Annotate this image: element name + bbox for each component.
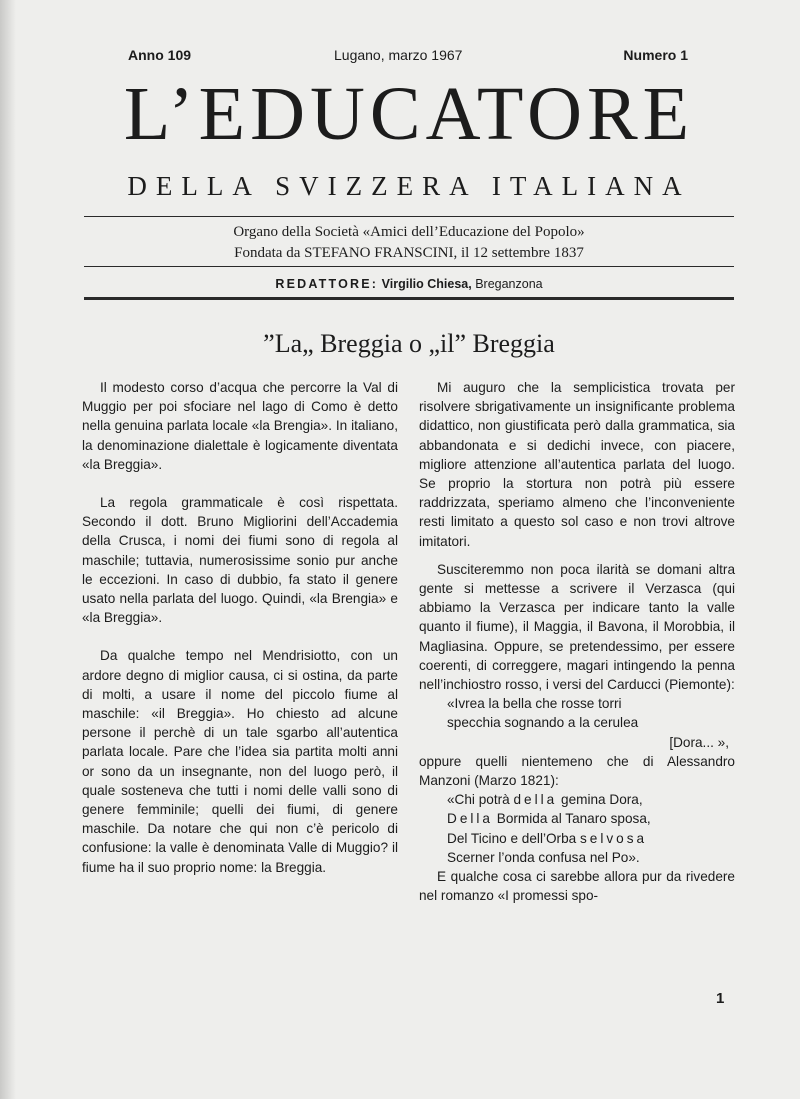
article-paragraph: Mi auguro che la semplicistica trovata per risolvere sbrigativamente un insignificante problema didattico, non giustificata però dalla grammatica, sia abbandonata e si dedichi invece, con piacere, migliore attenzione all’autentica parlata del luogo. Se proprio la stortura non potrà più essere raddrizzata, speriamo almeno che l’inconveniente resti limitato a questo sol caso e non trovi altrove imitatori. [419, 380, 735, 549]
organ-line: Organo della Società «Amici dell’Educazione del Popolo» [233, 224, 585, 240]
article-paragraph: oppure quelli nientemeno che di Alessandro Manzoni (Marzo 1821): [419, 753, 735, 789]
verse-line [419, 790, 735, 809]
article-paragraph: Il modesto corso d’acqua che percorre la Val di Muggio per poi sfociare nel lago di Como è detto nella genuina parlata locale «la Brengia». In italiano, la denominazione dialettale è logicamente diventata «la Breggia». [82, 380, 398, 472]
founder-line: Fondata da STEFANO FRANSCINI, il 12 settembre 1837 [234, 245, 584, 261]
verse-text: «Chi potrà [447, 792, 514, 808]
verse-spaced-text: Della [447, 811, 493, 827]
issue-place-date: Lugano, marzo 1967 [334, 47, 463, 63]
article-paragraph: Susciteremmo non poca ilarità se domani altra gente si mettesse a scrivere il Verzasca (qui abbiamo la Verzasca per indicare tanto la valle quanto il fiume), il Maggia, il Bavona, il Morobbia, il Magliasina. Oppure, se pretendessimo, per essere coerenti, di correggere, magari intingendo la penna nell’inchiostro rosso, i versi del Carducci (Piemonte): [419, 561, 735, 693]
verse-text: Bormida al Tanaro sposa, [492, 811, 651, 827]
article-paragraph: E qualche cosa ci sarebbe allora pur da rivedere nel romanzo «I promessi spo- [419, 869, 735, 904]
divider-bottom [84, 297, 734, 300]
verse-text: Del Ticino e dell’Orba [447, 830, 580, 846]
verse-line: [Dora... », [669, 734, 729, 750]
editor-name: Virgilio Chiesa, [381, 277, 472, 291]
page-edge-shadow [0, 0, 16, 1099]
verse-line: «Ivrea la bella che rosse torri [447, 696, 622, 712]
verse-line: Scerner l’onda confusa nel Po». [447, 849, 640, 865]
article-column-left [82, 378, 398, 877]
verse-spaced-text: della [513, 792, 558, 808]
issue-header [128, 44, 688, 66]
masthead-subtitle: DELLA SVIZZERA ITALIANA [127, 171, 691, 201]
masthead-title: L’EDUCATORE [123, 72, 695, 156]
verse-spaced-text: selvosa [579, 830, 648, 846]
editor-line [84, 274, 734, 294]
article-column-right [419, 378, 735, 905]
verse-line [419, 829, 735, 848]
divider-middle [84, 266, 734, 267]
editor-place: Breganzona [475, 277, 543, 291]
divider-top [84, 216, 734, 217]
verse-line: specchia sognando a la cerulea [447, 715, 639, 731]
editor-label: REDATTORE: [275, 277, 379, 291]
verse-line [419, 809, 735, 828]
article-paragraph: Da qualche tempo nel Mendrisiotto, con un ardore degno di miglior causa, ci si ostina, da parte di molti, a usare il nome del piccolo fiume al maschile: «il Breggia». Ho chiesto ad alcune persone il perchè di un tale sgarbo all’autentica parlata locale. Pare che l’idea sia partita molti anni or sono da un insegnante, non del luogo però, il quale sosteneva che tutti i nomi delle valli sono di genere femminile; quelli dei fiumi, di genere maschile. Da notare che qui non c’è pericolo di confusione: la valle è denominata Valle di Muggio? il fiume ha il suo proprio nome: la Breggia. [82, 648, 398, 875]
page-number: 1 [716, 990, 725, 1007]
issue-year: Anno 109 [128, 47, 192, 63]
article-title: ”La„ Breggia o „il” Breggia [263, 329, 555, 358]
issue-number: Numero 1 [623, 47, 688, 63]
article-paragraph: La regola grammaticale è così rispettata. Secondo il dott. Bruno Migliorini dell’Accademia della Crusca, i nomi dei fiumi sono di regola al maschile; tuttavia, numerosissime sonio pur anche le eccezioni. In caso di dubbio, fa stato il genere usato nella parlata del luogo. Quindi, «la Brengia» e «la Breggia». [82, 495, 398, 626]
verse-text: gemina Dora, [557, 792, 643, 808]
